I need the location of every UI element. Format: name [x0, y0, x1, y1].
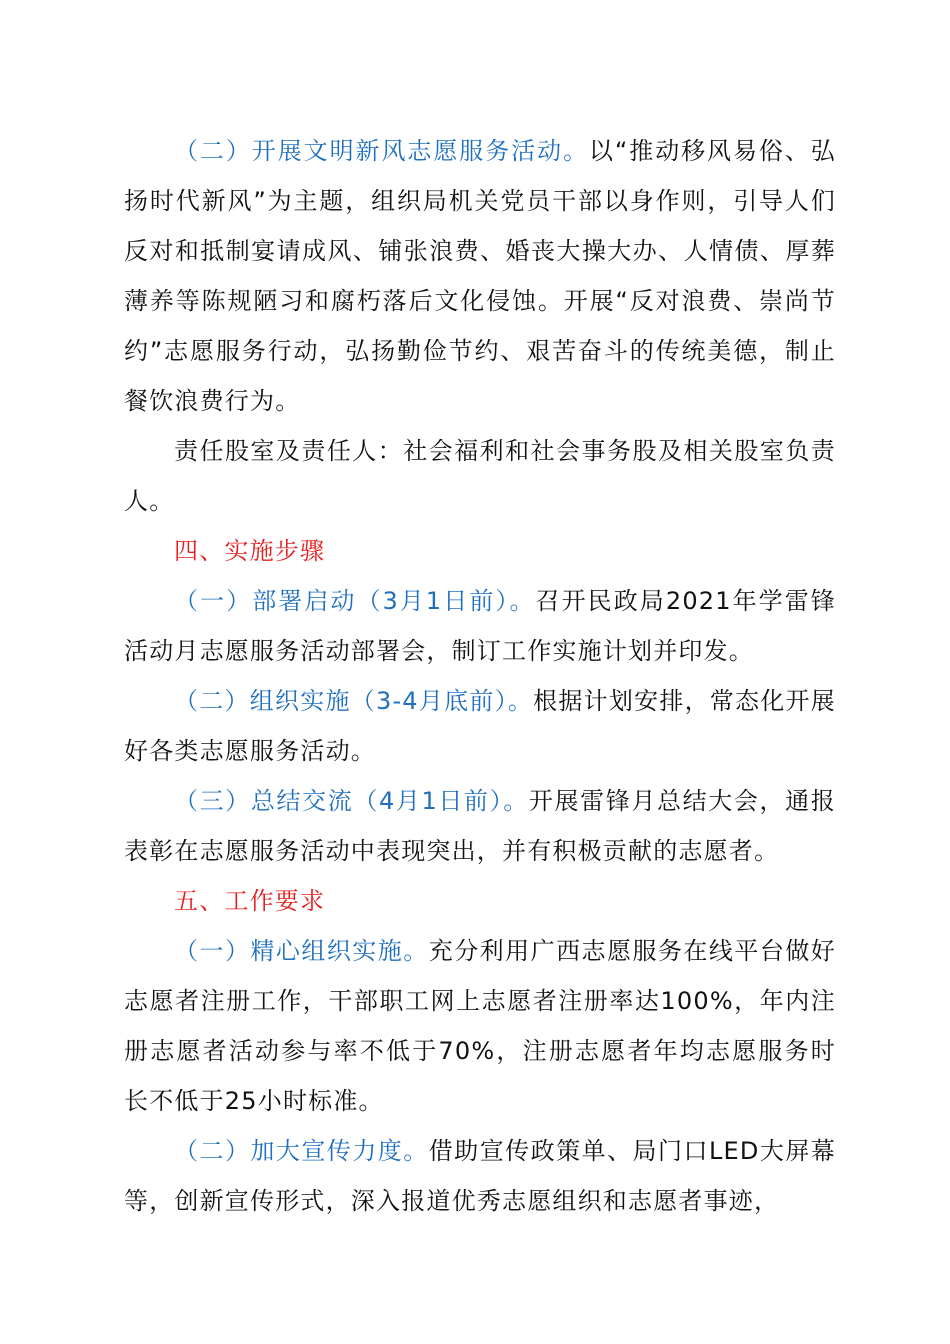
- paragraph-body: 以“推动移风易俗、弘扬时代新风”为主题，组织局机关党员干部以身作则，引导人们反对和抵制宴请成风、铺张浪费、婚丧大操大办、人情债、厚葬薄养等陈规陋习和腐朽落后文化侵蚀。开展“反对浪费、崇尚节约”志愿服务行动，弘扬勤俭节约、艰苦奋斗的传统美德，制止餐饮浪费行为。: [124, 137, 836, 415]
- paragraph-heading: （一）部署启动（3月1日前）。: [174, 587, 536, 615]
- section-title-implementation-steps: 四、实施步骤: [174, 537, 326, 565]
- paragraph-heading: （二）组织实施（3-4月底前）。: [174, 687, 534, 715]
- paragraph-heading: （三）总结交流（4月1日前）。: [174, 787, 529, 815]
- paragraph-responsible-party: [124, 426, 836, 526]
- section-title-work-requirements: 五、工作要求: [174, 887, 326, 915]
- paragraph-organize-implement: [124, 676, 836, 776]
- paragraph-body: 召开民政局2021年学雷锋活动月志愿服务活动部署会，制订工作实施计划并印发。: [124, 587, 836, 665]
- paragraph-summary-exchange: [124, 776, 836, 876]
- paragraph-body: 责任股室及责任人：社会福利和社会事务股及相关股室负责人。: [124, 437, 836, 515]
- paragraph-body: 开展雷锋月总结大会，通报表彰在志愿服务活动中表现突出，并有积极贡献的志愿者。: [124, 787, 836, 865]
- document-body: [124, 126, 836, 1226]
- paragraph-heading: （二）开展文明新风志愿服务活动。: [174, 137, 589, 165]
- paragraph-heading: （一）精心组织实施。: [174, 937, 429, 965]
- paragraph-deployment-launch: [124, 576, 836, 676]
- paragraph-body: 根据计划安排，常态化开展好各类志愿服务活动。: [124, 687, 836, 765]
- paragraph-civilization-activity: [124, 126, 836, 426]
- paragraph-body: 充分利用广西志愿服务在线平台做好志愿者注册工作，干部职工网上志愿者注册率达100%，年内注册志愿者活动参与率不低于70%，注册志愿者年均志愿服务时长不低于25小时标准。: [124, 937, 836, 1115]
- paragraph-publicity: [124, 1126, 836, 1226]
- paragraph-heading: （二）加大宣传力度。: [174, 1137, 429, 1165]
- paragraph-body: 借助宣传政策单、局门口LED大屏幕等，创新宣传形式，深入报道优秀志愿组织和志愿者事迹，: [124, 1137, 837, 1215]
- paragraph-careful-organization: [124, 926, 836, 1126]
